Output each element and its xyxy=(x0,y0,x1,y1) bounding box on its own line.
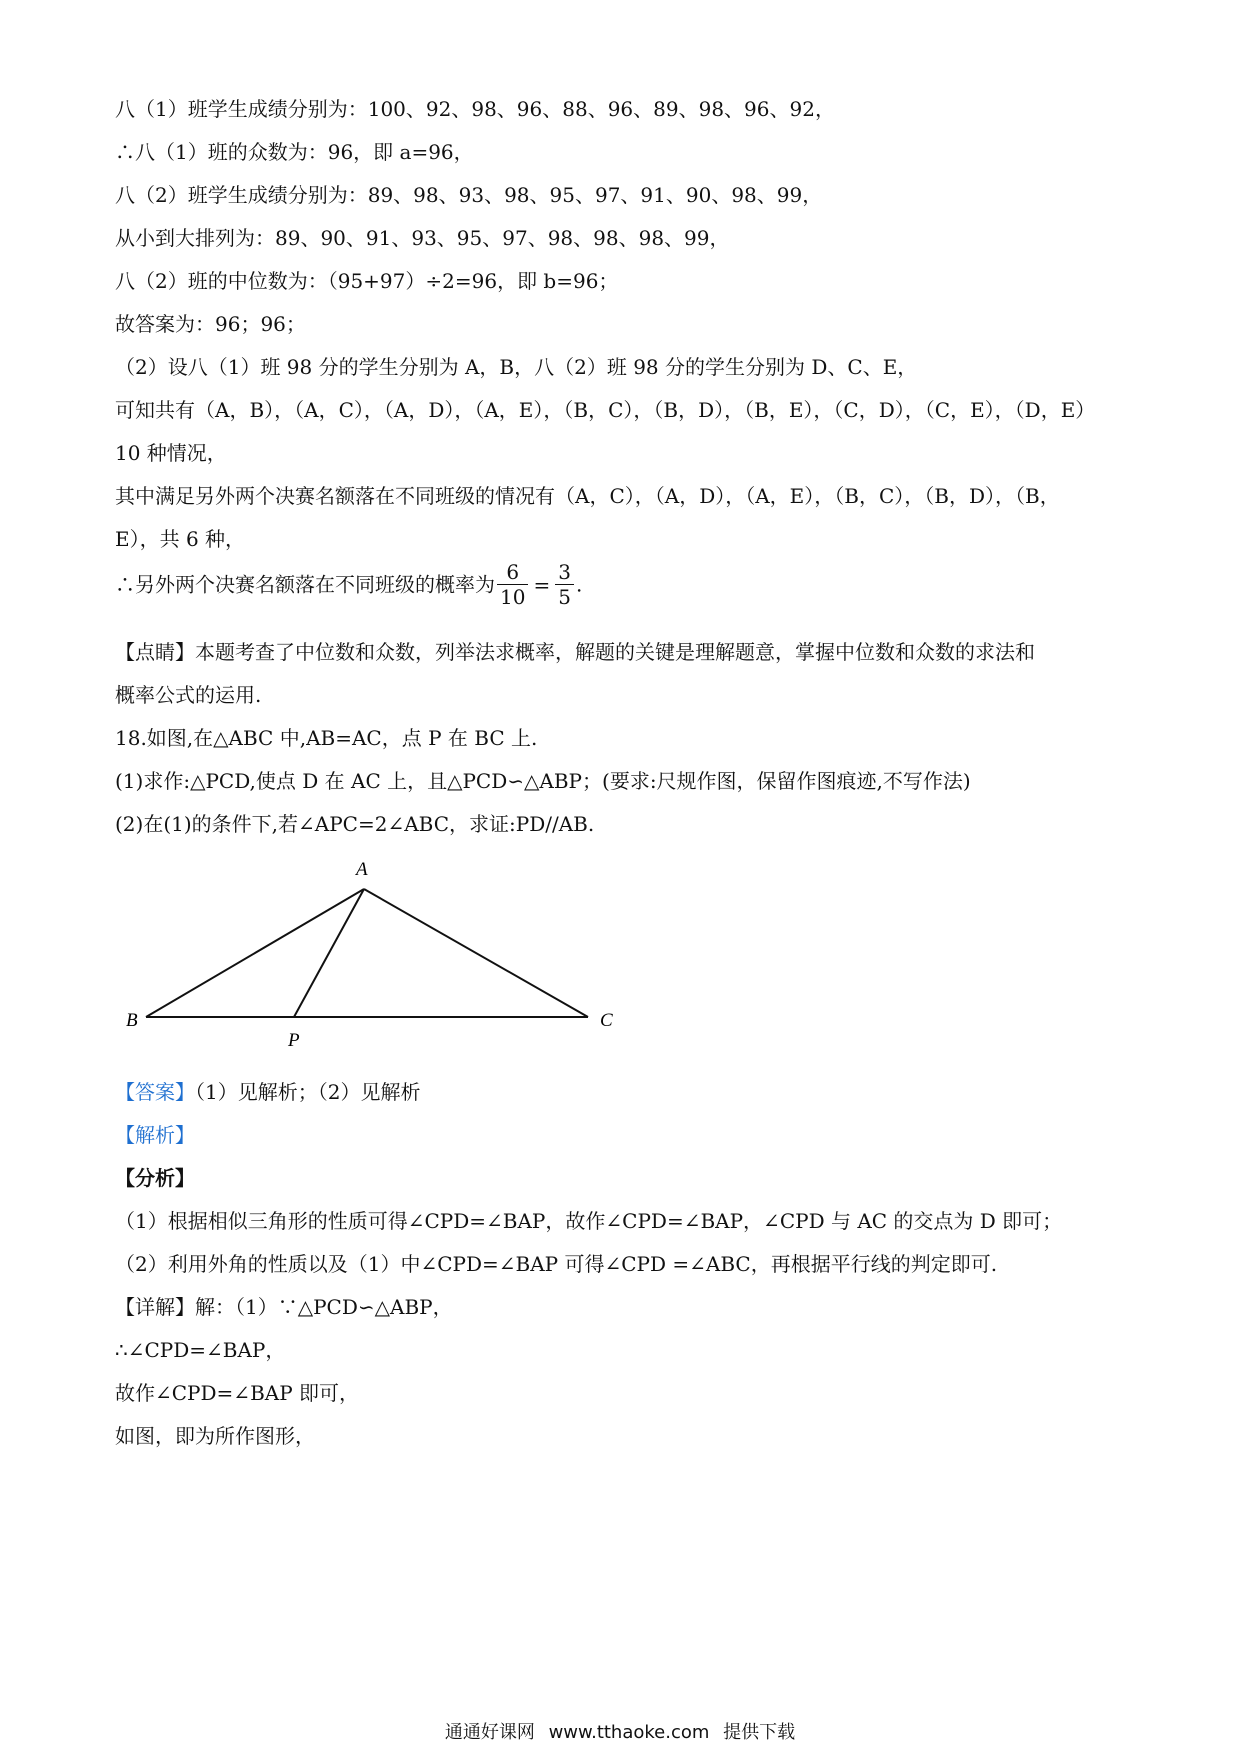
fraction-3-5 xyxy=(555,560,574,609)
fraction-numerator: 6 xyxy=(497,560,528,585)
fraction-6-10 xyxy=(497,560,528,609)
label-b: B xyxy=(126,1010,138,1031)
footer-note: 提供下载 xyxy=(723,1722,796,1743)
footer-url[interactable]: www.tthaoke.com xyxy=(548,1722,710,1743)
text-line: 如图，即为所作图形， xyxy=(115,1424,315,1448)
answer-line xyxy=(115,1078,420,1106)
text-line: 故作∠CPD=∠BAP 即可， xyxy=(115,1381,360,1405)
text-line: ∴八（1）班的众数为：96，即 a=96， xyxy=(115,140,474,164)
label-a: A xyxy=(356,859,368,880)
text-line: （2）设八（1）班 98 分的学生分别为 A，B，八（2）班 98 分的学生分别为 D、C、E， xyxy=(115,355,918,379)
text-line: 可知共有（A，B），（A，C），（A，D），（A，E），（B，C），（B，D），（B，E），（C，D），（C，E），（D，E） xyxy=(115,398,1096,422)
page-footer xyxy=(0,1718,1240,1744)
text-line: 概率公式的运用. xyxy=(115,683,262,707)
text-line: 【点睛】本题考查了中位数和众数，列举法求概率，解题的关键是理解题意，掌握中位数和众数的求法和 xyxy=(115,640,1035,664)
segment-ap xyxy=(294,889,364,1017)
segment-ab xyxy=(146,889,364,1017)
fraction-denominator: 10 xyxy=(500,585,526,609)
text-line: （2）利用外角的性质以及（1）中∠CPD=∠BAP 可得∠CPD =∠ABC，再根据平行线的判定即可. xyxy=(115,1252,998,1276)
question-title: 18.如图,在△ABC 中,AB=AC，点 P 在 BC 上. xyxy=(115,726,538,750)
text-line: （1）根据相似三角形的性质可得∠CPD=∠BAP，故作∠CPD=∠BAP，∠CPD 与 AC 的交点为 D 即可； xyxy=(115,1209,1063,1233)
equals-sign: = xyxy=(533,572,551,597)
text-line: (1)求作:△PCD,使点 D 在 AC 上，且△PCD∽△ABP；(要求:尺规作图，保留作图痕迹,不写作法) xyxy=(115,769,971,793)
jiexi-tag: 【解析】 xyxy=(115,1123,195,1147)
probability-prefix: ∴另外两个决赛名额落在不同班级的概率为 xyxy=(115,572,495,597)
fenxi-tag: 【分析】 xyxy=(115,1166,195,1190)
fraction-denominator: 5 xyxy=(558,585,571,609)
text-line: 其中满足另外两个决赛名额落在不同班级的情况有（A，C），（A，D），（A，E），（B，C），（B，D），（B， xyxy=(115,484,1060,508)
probability-suffix: . xyxy=(575,572,583,597)
text-line: 从小到大排列为：89、90、91、93、95、97、98、98、98、99， xyxy=(115,226,730,250)
text-line: ∴∠CPD=∠BAP， xyxy=(115,1338,286,1362)
fraction-numerator: 3 xyxy=(555,560,574,585)
answer-text: （1）见解析；（2）见解析 xyxy=(195,1080,421,1104)
text-line: 10 种情况， xyxy=(115,441,227,465)
footer-site-name: 通通好课网 xyxy=(444,1722,535,1743)
label-p: P xyxy=(288,1030,300,1051)
triangle-figure xyxy=(110,850,630,1060)
text-line: 八（2）班学生成绩分别为：89、98、93、98、95、97、91、90、98、99， xyxy=(115,183,823,207)
text-line: E），共 6 种， xyxy=(115,527,246,551)
text-line: (2)在(1)的条件下,若∠APC=2∠ABC，求证:PD//AB. xyxy=(115,812,595,836)
segment-ac xyxy=(364,889,588,1017)
label-c: C xyxy=(600,1010,613,1031)
text-line: 故答案为：96；96； xyxy=(115,312,306,336)
text-line: 八（1）班学生成绩分别为：100、92、98、96、88、96、89、98、96、92， xyxy=(115,97,835,121)
answer-tag: 【答案】 xyxy=(115,1080,195,1104)
text-line: 【详解】解：（1）∵△PCD∽△ABP， xyxy=(115,1295,453,1319)
probability-line xyxy=(115,560,582,609)
text-line: 八（2）班的中位数为：（95+97）÷2=96，即 b=96； xyxy=(115,269,619,293)
